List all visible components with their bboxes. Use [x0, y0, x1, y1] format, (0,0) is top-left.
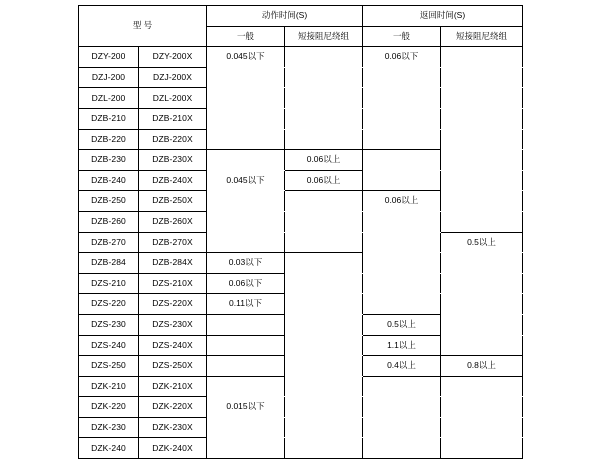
cell-empty: [207, 314, 285, 335]
cell-model: DZK-220: [79, 397, 139, 418]
cell-empty: [441, 417, 523, 438]
table-header-row-groups: [79, 6, 523, 27]
cell-empty: [285, 253, 363, 274]
cell-empty: [363, 417, 441, 438]
cell-model-x: DZL-200X: [139, 88, 207, 109]
cell-empty: [363, 273, 441, 294]
table-row: [79, 438, 523, 459]
cell-model: DZB-240: [79, 170, 139, 191]
header-return-damped: 短接阻尼绕组: [441, 26, 523, 47]
cell-empty: [441, 294, 523, 315]
table-row: [79, 376, 523, 397]
table-row: [79, 129, 523, 150]
cell-model-x: DZS-250X: [139, 356, 207, 377]
table-row: [79, 67, 523, 88]
cell-empty: [285, 438, 363, 459]
cell-empty: [285, 88, 363, 109]
cell-model: DZK-240: [79, 438, 139, 459]
cell-empty: [207, 211, 285, 232]
cell-model-x: DZB-240X: [139, 170, 207, 191]
table-row: [79, 273, 523, 294]
cell-empty: [441, 253, 523, 274]
cell-empty: [207, 232, 285, 253]
cell-model: DZS-230: [79, 314, 139, 335]
table-row: [79, 335, 523, 356]
cell-empty: [363, 211, 441, 232]
cell-action-normal: 0.03以下: [207, 253, 285, 274]
cell-empty: [441, 67, 523, 88]
cell-empty: [441, 88, 523, 109]
cell-return-normal: 0.4以上: [363, 356, 441, 377]
cell-empty: [285, 335, 363, 356]
cell-empty: [441, 438, 523, 459]
cell-empty: [207, 356, 285, 377]
header-action-damped: 短接阻尼绕组: [285, 26, 363, 47]
cell-model: DZB-250: [79, 191, 139, 212]
cell-empty: [285, 273, 363, 294]
cell-model: DZB-260: [79, 211, 139, 232]
table-row: [79, 191, 523, 212]
cell-action-damped: 0.06以上: [285, 170, 363, 191]
header-return-normal: 一般: [363, 26, 441, 47]
cell-empty: [285, 47, 363, 68]
cell-model-x: DZB-284X: [139, 253, 207, 274]
cell-empty: [285, 314, 363, 335]
cell-empty: [285, 397, 363, 418]
cell-return-normal: 1.1以上: [363, 335, 441, 356]
table-row: [79, 150, 523, 171]
specification-table: [78, 5, 523, 459]
cell-empty: [285, 356, 363, 377]
header-action-normal: 一般: [207, 26, 285, 47]
cell-empty: [285, 67, 363, 88]
cell-action-damped: 0.06以上: [285, 150, 363, 171]
cell-model-x: DZK-220X: [139, 397, 207, 418]
cell-model: DZB-220: [79, 129, 139, 150]
cell-empty: [285, 108, 363, 129]
table-row: [79, 397, 523, 418]
cell-model-x: DZB-250X: [139, 191, 207, 212]
cell-empty: [363, 67, 441, 88]
table-row: [79, 314, 523, 335]
cell-return-damped: 0.5以上: [441, 232, 523, 253]
cell-model-x: DZB-210X: [139, 108, 207, 129]
cell-empty: [207, 67, 285, 88]
header-model: 型 号: [79, 6, 207, 47]
cell-empty: [441, 108, 523, 129]
cell-action-normal: 0.045以下: [207, 170, 285, 191]
cell-model-x: DZK-210X: [139, 376, 207, 397]
cell-empty: [363, 129, 441, 150]
cell-model-x: DZK-230X: [139, 417, 207, 438]
cell-empty: [285, 232, 363, 253]
cell-model: DZL-200: [79, 88, 139, 109]
cell-return-damped: 0.8以上: [441, 356, 523, 377]
cell-return-normal: 0.5以上: [363, 314, 441, 335]
cell-model: DZY-200: [79, 47, 139, 68]
cell-empty: [363, 232, 441, 253]
cell-empty: [441, 273, 523, 294]
table-row: [79, 47, 523, 68]
cell-empty: [363, 397, 441, 418]
cell-model: DZB-270: [79, 232, 139, 253]
cell-model-x: DZB-230X: [139, 150, 207, 171]
cell-model-x: DZS-220X: [139, 294, 207, 315]
cell-empty: [207, 129, 285, 150]
cell-action-normal: 0.015以下: [207, 397, 285, 418]
cell-empty: [441, 191, 523, 212]
cell-model-x: DZB-220X: [139, 129, 207, 150]
cell-empty: [441, 211, 523, 232]
header-return-time: 返回时间(S): [363, 6, 523, 27]
cell-empty: [441, 47, 523, 68]
cell-empty: [363, 170, 441, 191]
cell-model: DZS-220: [79, 294, 139, 315]
cell-model: DZS-250: [79, 356, 139, 377]
cell-empty: [207, 88, 285, 109]
cell-empty: [207, 150, 285, 171]
cell-empty: [285, 211, 363, 232]
cell-action-normal: 0.11以下: [207, 294, 285, 315]
table-row: [79, 211, 523, 232]
cell-empty: [207, 108, 285, 129]
cell-empty: [285, 417, 363, 438]
cell-empty: [207, 191, 285, 212]
cell-action-normal: 0.045以下: [207, 47, 285, 68]
cell-empty: [207, 417, 285, 438]
cell-empty: [363, 108, 441, 129]
cell-empty: [441, 129, 523, 150]
cell-model-x: DZB-260X: [139, 211, 207, 232]
table-row: [79, 232, 523, 253]
cell-empty: [285, 294, 363, 315]
cell-empty: [363, 294, 441, 315]
table-row: [79, 253, 523, 274]
cell-model-x: DZS-240X: [139, 335, 207, 356]
table-row: [79, 417, 523, 438]
cell-model: DZK-210: [79, 376, 139, 397]
table-row: [79, 294, 523, 315]
cell-empty: [363, 88, 441, 109]
cell-empty: [441, 335, 523, 356]
cell-empty: [441, 150, 523, 171]
cell-empty: [363, 150, 441, 171]
table-row: [79, 170, 523, 191]
cell-empty: [441, 170, 523, 191]
cell-empty: [207, 376, 285, 397]
cell-empty: [441, 376, 523, 397]
cell-model: DZS-210: [79, 273, 139, 294]
cell-return-normal: 0.06以上: [363, 191, 441, 212]
cell-model: DZK-230: [79, 417, 139, 438]
cell-model-x: DZJ-200X: [139, 67, 207, 88]
cell-empty: [363, 376, 441, 397]
cell-model: DZB-210: [79, 108, 139, 129]
cell-return-normal: 0.06以下: [363, 47, 441, 68]
cell-empty: [285, 129, 363, 150]
cell-empty: [207, 335, 285, 356]
cell-empty: [363, 438, 441, 459]
cell-model-x: DZS-210X: [139, 273, 207, 294]
cell-empty: [207, 438, 285, 459]
table-row: [79, 108, 523, 129]
cell-model-x: DZY-200X: [139, 47, 207, 68]
cell-model: DZS-240: [79, 335, 139, 356]
cell-empty: [285, 191, 363, 212]
cell-model: DZB-284: [79, 253, 139, 274]
table-row: [79, 88, 523, 109]
cell-empty: [441, 397, 523, 418]
cell-action-normal: 0.06以下: [207, 273, 285, 294]
cell-model-x: DZS-230X: [139, 314, 207, 335]
cell-model: DZJ-200: [79, 67, 139, 88]
cell-empty: [441, 314, 523, 335]
cell-empty: [363, 253, 441, 274]
cell-empty: [285, 376, 363, 397]
cell-model: DZB-230: [79, 150, 139, 171]
header-action-time: 动作时间(S): [207, 6, 363, 27]
table-row: [79, 356, 523, 377]
cell-model-x: DZK-240X: [139, 438, 207, 459]
cell-model-x: DZB-270X: [139, 232, 207, 253]
